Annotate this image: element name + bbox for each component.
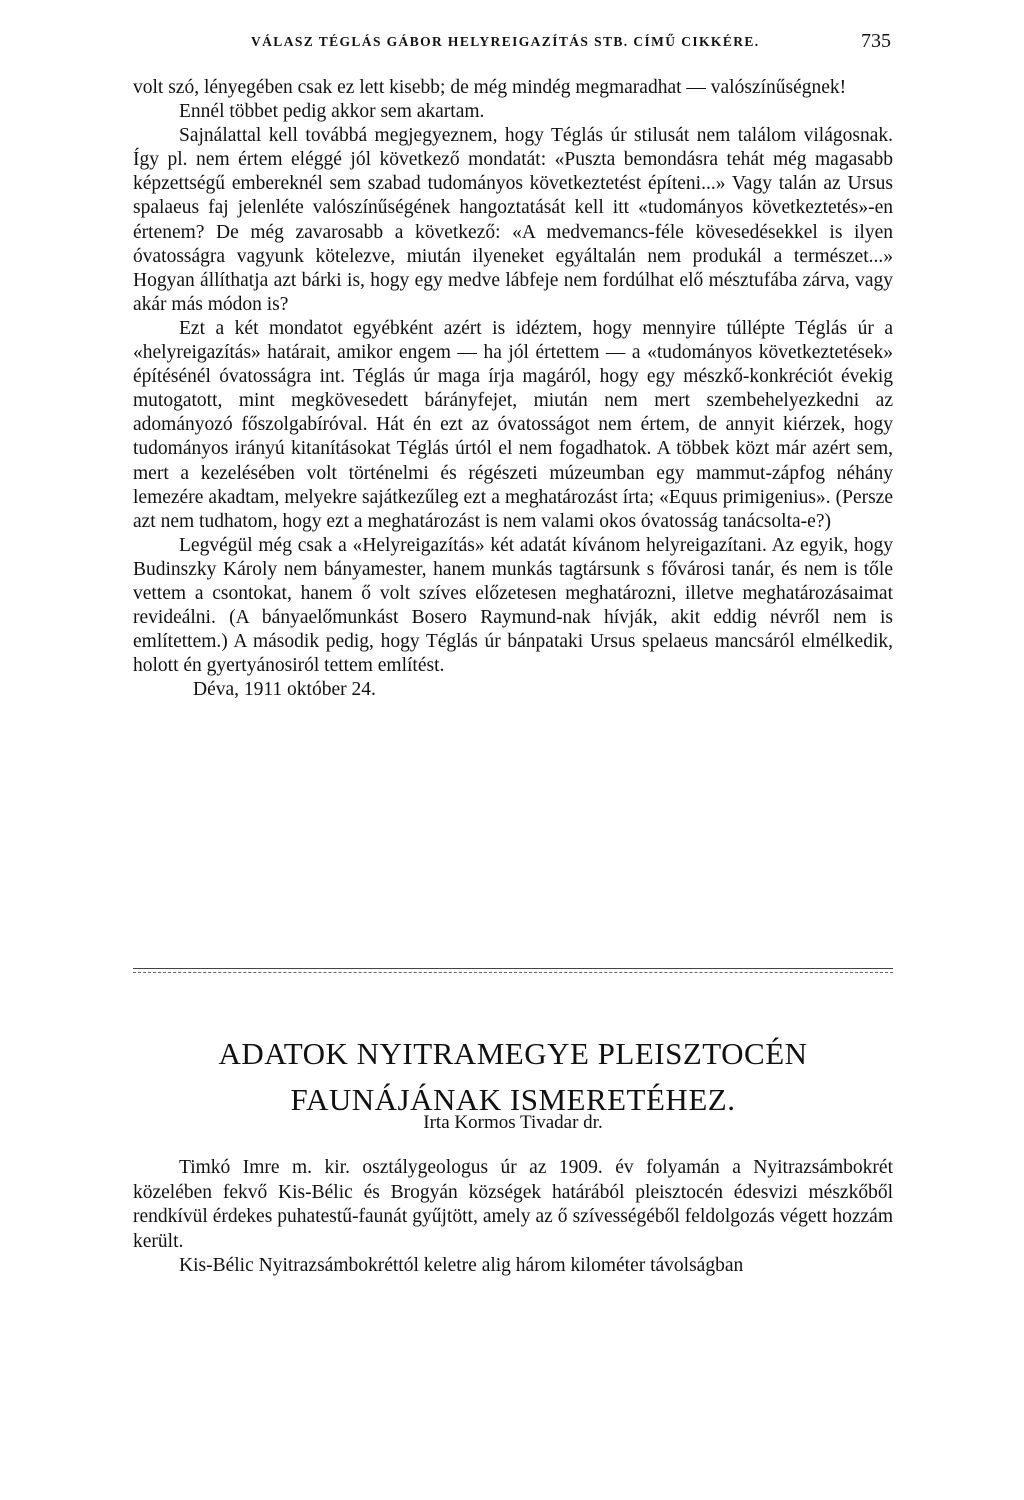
article-byline: Irta Kormos Tivadar dr. (423, 1112, 603, 1133)
article-body (133, 1156, 893, 1279)
paragraph-1: volt szó, lényegében csak ez lett kisebb; de még mindég megmaradhat — valószínűségnek! (133, 77, 847, 98)
paragraph-4: Ezt a két mondatot egyébként azért is idéztem, hogy mennyire túllépte Téglás úr a «helyreigazítás» határait, amikor engem — ha jól értettem — a «tudományos következtetések» építésénél óvatosságra int. Téglás úr maga írja magáról, hogy egy mészkő-konkréciót évekig mutogatott, mint megkövesedett bárányfejet, miután nem mert szembehelyezkedni az adományozó főszolgabíróval. Hát én ezt az óvatosságot nem értem, de annyit kiérzek, hogy tudományos irányú kitanításokat Téglás úrtól el nem fogadhatok. A többek közt már azért sem, mert a kezelésében volt történelmi és régészeti múzeumban egy mammut-zápfog néhány lemezére akadtam, melyekre sajátkezűleg ezt a meghatározást írta; «Equus primigenius». (Persze azt nem tudhatom, hogy ezt a meghatározást is nem valami okos óvatosság tanácsolta-e?) (133, 317, 893, 532)
date-line: Déva, 1911 október 24. (193, 679, 376, 701)
running-head (133, 30, 893, 54)
running-title: VÁLASZ TÉGLÁS GÁBOR HELYREIGAZÍTÁS STB. CÍMŰ CIKKÉRE. (251, 34, 760, 49)
article-paragraph-2: Kis-Bélic Nyitrazsámbokréttól keletre alig három kilométer távolságban (179, 1255, 744, 1277)
paragraph-5: Legvégül még csak a «Helyreigazítás» két adatát kívánom helyreigazítani. Az egyik, hogy Budinszky Károly nem bányamester, hanem munkás tagtársunk s fővárosi tanár, és nem is tőle vettem a csontokat, hanem ő volt szíves előzetesen meghatározni, illetve meghatározásaimat revideálni. (A bányaelőmunkást Bosero Raymund-nak hívják, akit eddig névről nem is említettem.) A második pedig, hogy Téglás úr bánpataki Ursus spelaeus mancsáról elmélkedik, holott én gyertyánosiról tettem említést. (133, 534, 893, 677)
article-paragraph-1: Timkó Imre m. kir. osztálygeologus úr az 1909. év folyamán a Nyitrazsámbokrét közelében fekvő Kis-Bélic és Brogyán községek határából pleisztocén édesvizi mészkőből rendkívül érdekes puhatestű-faunát gyűjtött, amely az ő szívességéből feldolgozás végett hozzám került. (133, 1157, 893, 1252)
body-text (133, 76, 893, 702)
paragraph-2: Ennél többet pedig akkor sem akartam. (179, 101, 485, 123)
article-title: ADATOK NYITRAMEGYE PLEISZTOCÉN FAUNÁJÁNAK ISMERETÉHEZ. (218, 1035, 808, 1117)
page-number: 735 (861, 30, 891, 52)
paragraph-3: Sajnálattal kell továbbá megjegyeznem, hogy Téglás úr stilusát nem találom világosnak. Így pl. nem értem eléggé jól következő mondatát: «Puszta bemondásra tehát még magasabb képzettségű embereknél sem szabad tudományos következtetést építeni...» Vagy talán az Ursus spalaeus faj jelenléte valószínűségének hangoztatását kell itt «tudományos következtetés»-en értenem? De még zavarosabb a következő: «A medvemancs-féle kövesedésekkel is ilyen óvatosságra vagyunk kötelezve, miután ilyeneket egyáltalán nem produkál a természet...» Hogyan állíthatja azt bárki is, hogy egy medve lábfeje nem fordúlhat elő mésztufába zárva, vagy akár más módon is? (133, 125, 893, 315)
section-divider (133, 968, 893, 973)
